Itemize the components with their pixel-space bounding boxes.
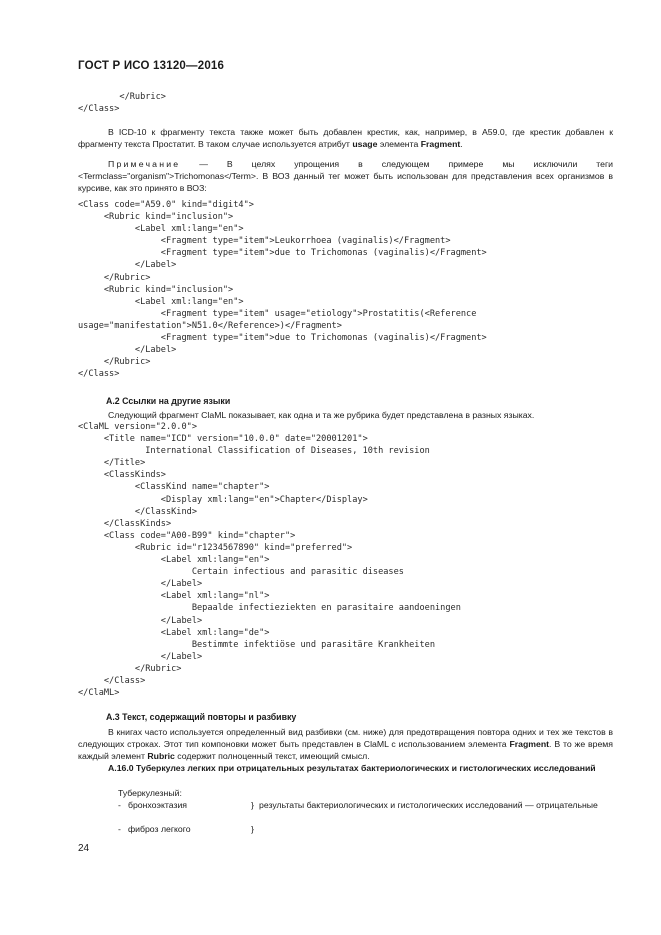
code-line: </Label>	[78, 579, 203, 590]
code-line: </Rubric>	[78, 663, 182, 674]
list-item-tail: результаты бактериологических и гистологических исследований — отрицательные	[259, 800, 598, 810]
code-line: <Label xml:lang="nl">	[78, 591, 270, 602]
code-line: Bestimmte infektiöse und parasitäre Krankheiten	[78, 639, 435, 650]
code-line: </ClassKind>	[78, 506, 197, 517]
code-line: <ClassKinds>	[78, 470, 166, 481]
list-item-term: фиброз легкого	[128, 824, 191, 834]
code-line: </ClassKinds>	[78, 518, 172, 529]
code-line: </ClaML>	[78, 688, 120, 699]
code-line: <Fragment type="item">due to Trichomonas (vaginalis)</Fragment>	[78, 333, 487, 344]
section-a3-text-2: . В то же время каждый элемент	[78, 739, 613, 762]
paragraph-text-mid: элемента	[377, 139, 421, 150]
code-line: <ClassKind name="chapter">	[78, 482, 270, 493]
section-heading-a3: А.3 Текст, содержащий повторы и разбивку	[106, 712, 297, 722]
list-item-term: бронхоэктазия	[128, 800, 188, 810]
code-line: </Class>	[78, 369, 120, 380]
section-a3-text-1: В книгах часто используется определенный вид разбивки (см. ниже) для предотвращения повтора одних и тех же текстов в следующих строках. Этот тип компоновки может быть представлен в ClaML с использованием элемента	[78, 727, 613, 750]
code-line: </Rubric>	[78, 357, 151, 368]
code-line: </Class>	[78, 104, 120, 115]
rubric-element-bold: Rubric	[147, 751, 175, 762]
code-line: Bepaalde infectieziekten en parasitaire aandoeningen	[78, 603, 461, 614]
document-header: ГОСТ Р ИСО 13120—2016	[78, 60, 225, 72]
code-line: <Rubric kind="inclusion">	[78, 212, 234, 223]
section-a2-sentence: Следующий фрагмент ClaML показывает, как одна и та же рубрика будет представлена в разных языках.	[108, 410, 535, 420]
section-heading-a2: А.2 Ссылки на другие языки	[106, 396, 231, 406]
code-line: <Fragment type="item">due to Trichomonas (vaginalis)</Fragment>	[78, 248, 487, 259]
paragraph-text-end: .	[460, 139, 463, 150]
code-line: <Fragment type="item">Leukorrhoea (vaginalis)</Fragment>	[78, 236, 451, 247]
fragment-element: Fragment	[420, 139, 461, 150]
list-item-brace: }	[251, 824, 254, 834]
code-line: </Label>	[78, 615, 203, 626]
code-line: </Rubric>	[78, 92, 166, 102]
section-a2-text	[78, 409, 613, 421]
list-item-dash: -	[118, 824, 121, 834]
code-line: <Rubric id="r1234567890" kind="preferred">	[78, 542, 353, 553]
paragraph-icd10-cross	[78, 126, 613, 150]
example-heading-text: А.16.0 Туберкулез легких при отрицательных результатах бактериологических и гистологических исследований	[108, 763, 596, 773]
code-line: </Rubric>	[78, 272, 151, 283]
usage-attribute: usage	[352, 139, 378, 150]
fragment-element-bold: Fragment	[509, 739, 550, 750]
code-line: </Class>	[78, 675, 146, 686]
section-a3-text	[78, 726, 613, 763]
code-line: </Label>	[78, 260, 177, 271]
section-a3-text-3: содержит полноценный текст, имеющий смысл.	[174, 751, 370, 762]
code-block-closing	[78, 91, 166, 115]
page-number: 24	[78, 843, 90, 854]
code-line: <Title name="ICD" version="10.0.0" date="20001201">	[78, 434, 368, 445]
code-line: Certain infectious and parasitic diseases	[78, 567, 404, 578]
example-lead: Туберкулезный:	[118, 788, 182, 798]
code-line: <Label xml:lang="de">	[78, 627, 270, 638]
example-heading	[78, 762, 613, 774]
code-line: <Rubric kind="inclusion">	[78, 284, 234, 295]
code-block-claml	[78, 421, 461, 699]
code-block-a59	[78, 199, 487, 380]
code-line: usage="manifestation">N51.0</Reference>)</Fragment>	[78, 320, 342, 331]
note-label: Примечание	[108, 159, 181, 169]
code-line: <Label xml:lang="en">	[78, 224, 244, 235]
code-line: <ClaML version="2.0.0">	[78, 422, 197, 432]
code-line: </Label>	[78, 345, 177, 356]
code-line: </Title>	[78, 458, 146, 469]
code-line: <Class code="A00-B99" kind="chapter">	[78, 530, 296, 541]
list-item-dash: -	[118, 800, 121, 810]
code-line: International Classification of Diseases, 10th revision	[78, 446, 430, 457]
code-line: <Fragment type="item" usage="etiology">Prostatitis(<Reference	[78, 308, 477, 319]
list-item-brace: }	[251, 800, 254, 810]
code-line: <Label xml:lang="en">	[78, 296, 244, 307]
code-line: </Label>	[78, 651, 203, 662]
code-line: <Label xml:lang="en">	[78, 555, 270, 566]
note-text: — В целях упрощения в следующем примере мы исключили теги <Termclass="organism">Trichomonas</Term>. В ВОЗ данный тег может быть использован для представления всех организмов в курсиве, как это принято в ВОЗ:	[78, 159, 613, 194]
note-paragraph	[78, 158, 613, 195]
code-line: <Display xml:lang="en">Chapter</Display>	[78, 494, 368, 505]
paragraph-text: В ICD-10 к фрагменту текста также может быть добавлен крестик, как, например, в А59.0, где крестик добавлен к фрагменту текста Простатит. В таком случае используется атрибут	[78, 127, 613, 150]
code-line: <Class code="A59.0" kind="digit4">	[78, 200, 254, 210]
